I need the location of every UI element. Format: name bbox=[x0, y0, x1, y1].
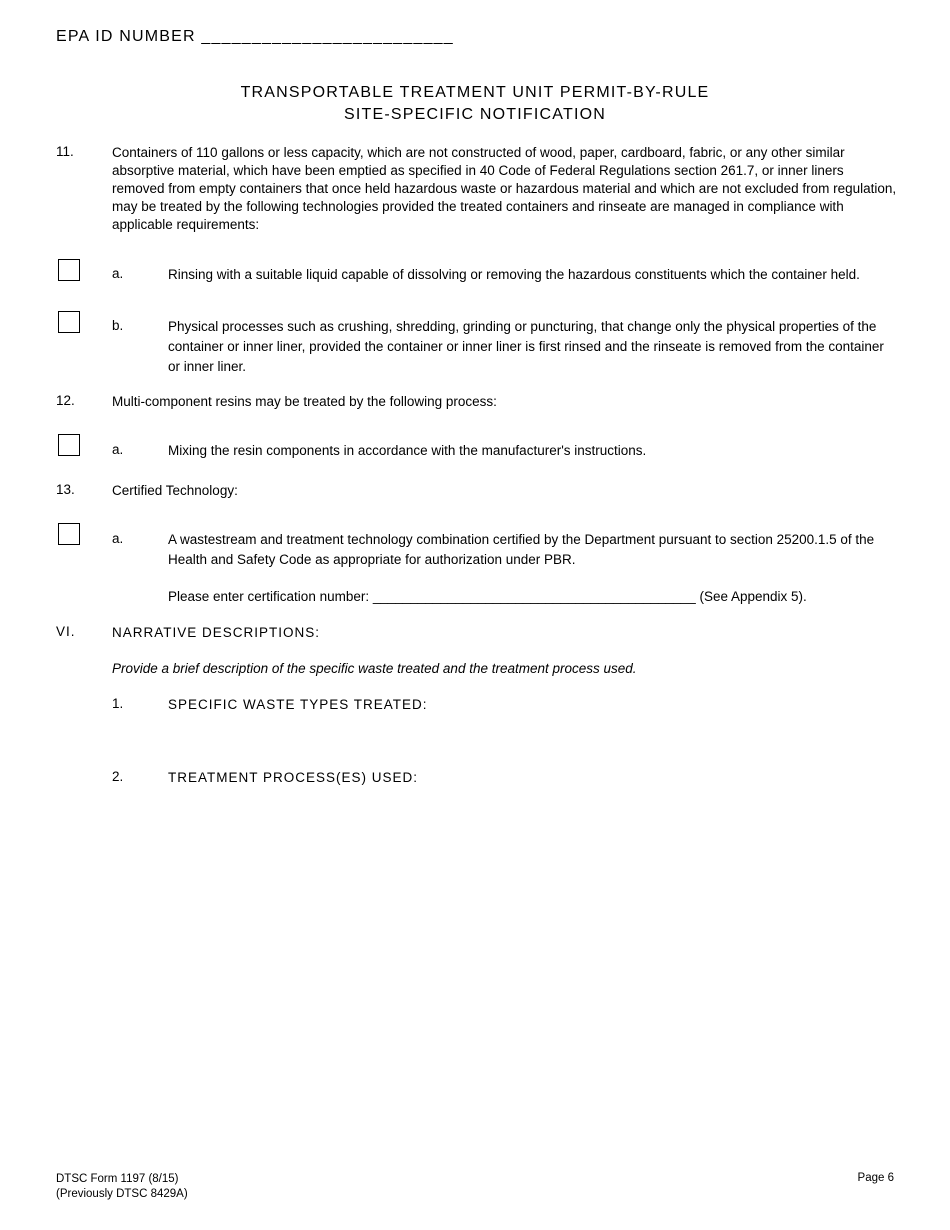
item-11a-text: Rinsing with a suitable liquid capable of dissolving or removing the hazardous constituents which the container held. bbox=[168, 267, 860, 282]
page-title bbox=[0, 82, 950, 126]
section-11-text: Containers of 110 gallons or less capacity, which are not constructed of wood, paper, cardboard, fabric, or any other similar absorptive material, which have been emptied as specified in 40 Code of Federal Regulations section 261.7, or inner liners removed from empty containers that once held hazardous waste or hazardous material and which are not excluded from regulation, may be treated by the following technologies provided the treated containers and rinseate are managed in compliance with applicable requirements: bbox=[112, 145, 897, 232]
epa-id-number-field[interactable]: EPA ID NUMBER _________________________ bbox=[56, 28, 454, 45]
form-number: DTSC Form 1197 (8/15) bbox=[56, 1173, 179, 1185]
narrative-2-label: TREATMENT PROCESS(ES) USED: bbox=[168, 770, 419, 785]
checkbox-11a[interactable] bbox=[58, 259, 80, 281]
treatment-process-input-area[interactable] bbox=[168, 793, 898, 1153]
item-11a-letter: a. bbox=[112, 266, 124, 281]
narrative-1-number: 1. bbox=[112, 696, 124, 711]
section-vi-instruction: Provide a brief description of the specific waste treated and the treatment process used. bbox=[112, 661, 637, 676]
item-13a-letter: a. bbox=[112, 531, 124, 546]
item-12a-letter: a. bbox=[112, 442, 124, 457]
section-vi-title: NARRATIVE DESCRIPTIONS: bbox=[112, 625, 321, 640]
checkbox-13a[interactable] bbox=[58, 523, 80, 545]
certification-number-field[interactable]: Please enter certification number: ___________________________________________ (See Appendix 5). bbox=[168, 589, 807, 604]
checkbox-12a[interactable] bbox=[58, 434, 80, 456]
section-12-text: Multi-component resins may be treated by the following process: bbox=[112, 394, 497, 409]
section-13-text: Certified Technology: bbox=[112, 483, 238, 498]
specific-waste-types-input-area[interactable] bbox=[168, 720, 898, 766]
item-11b-text: Physical processes such as crushing, shredding, grinding or puncturing, that change only the physical properties of the container or inner liner, provided the container or inner liner is first rinsed and the rinseate is removed from the container or inner liner. bbox=[168, 319, 884, 374]
section-13-number: 13. bbox=[56, 482, 75, 497]
item-11b-letter: b. bbox=[112, 318, 124, 333]
item-12a-text: Mixing the resin components in accordance with the manufacturer's instructions. bbox=[168, 443, 647, 458]
previous-form-number: (Previously DTSC 8429A) bbox=[56, 1188, 188, 1200]
page-number: Page 6 bbox=[857, 1172, 894, 1184]
section-12-number: 12. bbox=[56, 393, 75, 408]
title-line-2: SITE-SPECIFIC NOTIFICATION bbox=[343, 106, 607, 123]
section-vi-number: VI. bbox=[56, 624, 76, 639]
checkbox-11b[interactable] bbox=[58, 311, 80, 333]
title-line-1: TRANSPORTABLE TREATMENT UNIT PERMIT-BY-RULE bbox=[240, 84, 710, 101]
narrative-2-number: 2. bbox=[112, 769, 124, 784]
narrative-1-label: SPECIFIC WASTE TYPES TREATED: bbox=[168, 697, 428, 712]
form-footer bbox=[56, 1172, 188, 1202]
section-11-number: 11. bbox=[56, 144, 74, 159]
item-13a-text: A wastestream and treatment technology combination certified by the Department pursuant to section 25200.1.5 of the Health and Safety Code as appropriate for authorization under PBR. bbox=[168, 532, 875, 567]
